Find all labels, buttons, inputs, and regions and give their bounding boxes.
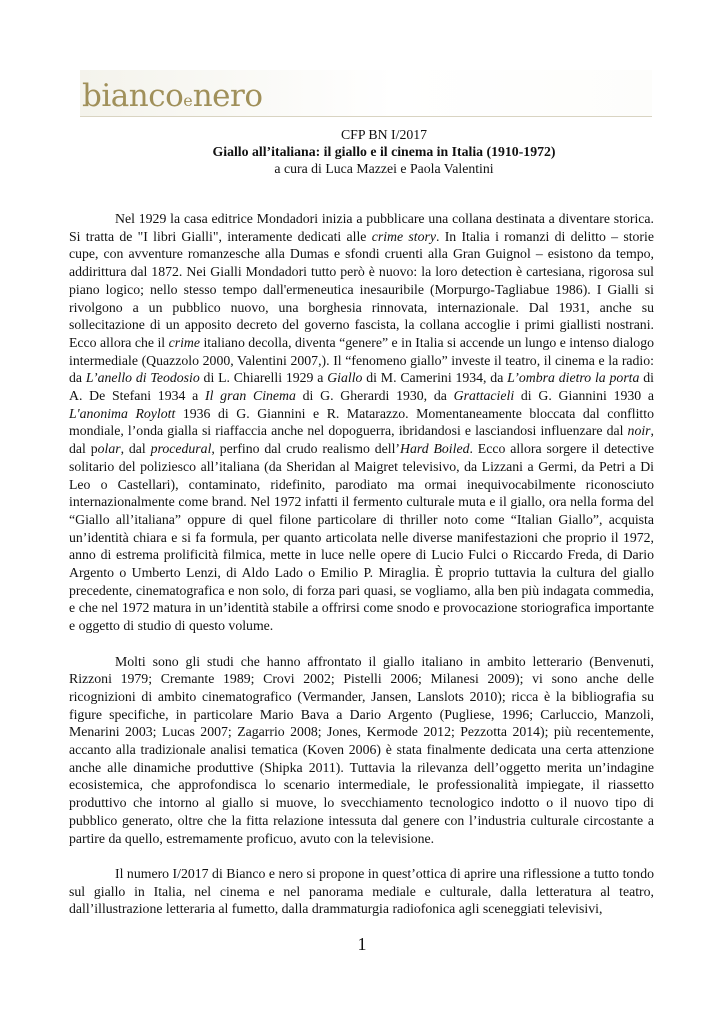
italic-text: Il gran Cinema — [205, 388, 296, 404]
body-paragraph — [69, 865, 654, 918]
body-text — [69, 210, 654, 936]
italic-text: Hard Boiled — [400, 441, 470, 457]
text-run: . In Italia i romanzi di delitto – storie cupe, con avventure romanzesche alla Dumas e sfondi cruenti alla Gran Guignol – esistono da tempo, addirittura dal 1872. Nei Gialli Mondadori tutto però è nuovo: la loro detection è cartesiana, rigorosa sul piano logico; nello stesso tempo dall'ermeneutica inesauribile (Morpurgo-Tagliabue 1986). I Gialli si rivolgono a un pubblico nuovo, una borghesia rinnovata, internazionale. Dal 1931, anche su sollecitazione di un apposito decreto del governo fascista, la collana accoglie i primi giallisti nostrani. Ecco allora che il — [69, 228, 654, 350]
italic-text: crime — [168, 334, 201, 350]
text-run: Il numero I/2017 di Bianco e nero si propone in quest’ottica di aprire una riflessione a tutto tondo sul giallo in Italia, nel cinema e nel panorama mediale e culturale, dalla letteratura al teatro, dall’illustrazione letteraria al fumetto, dalla drammaturgia radiofonica agli sceneggiati televisivi, — [69, 865, 654, 917]
text-run: di A. De Stefani 1934 a — [69, 370, 654, 404]
italic-text: olar — [97, 441, 121, 457]
text-run: 1936 di G. Giannini e R. Matarazzo. Momentaneamente bloccata dal conflitto mondiale, l’onda gialla si riaffaccia anche nel dopoguerra, ibridandosi e lasciandosi influenzare dal — [69, 405, 654, 439]
italic-text: Grattacieli — [453, 388, 515, 404]
logo-word-e: e — [183, 91, 193, 110]
body-paragraph — [69, 653, 654, 848]
document-title: Giallo all’italiana: il giallo e il cinema in Italia (1910-1972) — [212, 144, 556, 159]
logo-word-bianco: bianco — [82, 78, 184, 114]
body-paragraph — [69, 210, 654, 635]
text-run: Molti sono gli studi che hanno affrontato il giallo italiano in ambito letterario (Benvenuti, Rizzoni 1979; Cremante 1989; Crovi 2002; Pistelli 2006; Milanesi 2009); vi sono anche delle ricognizioni di ambito cinematografico (Vermander, Jansen, Lanslots 2010); ricca è la bibliografia su figure specifiche, in particolare Mario Bava a Dario Argento (Pugliese, 1996; Carluccio, Manzoli, Menarini 2003; Lucas 2007; Zagarrio 2008; Jones, Kermode 2012; Pezzotta 2014); più recentemente, accanto alla tradizionale analisi tematica (Koven 2006) è stata finalmente dedicata una certa attenzione anche alle dinamiche produttive (Shipka 2011). Tuttavia la rilevanza dell’oggetto merita un’indagine ecosistemica, che approfondisca lo scenario intermediale, le professionalità impiegate, il riassetto produttivo che intorno al giallo si muove, lo svecchiamento tecnologico indotto o il nuovo tipo di pubblico generato, oltre che la fitta relazione intessuta dal genere con l’industria culturale circostante a partire da quello, estremamente proficuo, avuto con la televisione. — [69, 653, 654, 846]
italic-text: crime story — [371, 228, 436, 244]
logo-word-nero: nero — [192, 78, 263, 114]
text-run: di G. Gherardi 1930, da — [295, 388, 454, 404]
call-code: CFP BN I/2017 — [340, 127, 428, 142]
italic-text: Giallo — [327, 370, 363, 386]
text-run: , dal — [120, 441, 151, 457]
text-run: italiano decolla, diventa “genere” e in Italia si accende un lungo e intenso dialogo intermediale (Quazzolo 2000, Valentini 2007,). Il “fenomeno giallo” investe il teatro, il cinema e la radio: da — [69, 334, 654, 386]
document-header — [0, 126, 724, 177]
text-run: , perfino dal crudo realismo dell’ — [211, 441, 401, 457]
text-run: di L. Chiarelli 1929 a — [199, 370, 328, 386]
text-run: di G. Giannini 1930 a — [514, 388, 655, 404]
italic-text: L'anonima Roylott — [69, 405, 176, 421]
text-run: . Ecco allora sorgere il detective solitario del poliziesco all’italiana (da Sheridan al Maigret televisivo, da Lizzani a Germi, da Petri a Di Leo o Castellari), contaminato, ridefinito, parodiato ma ormai inequivocabilmente riconosciuto internazionalmente come brand. Nel 1972 infatti il fermento culturale muta e il giallo, ora nella forma del “Giallo all’italiana” oppure di quel filone particolare di thriller noto come “Italian Giallo”, acquista un’identità chiara e si fa formula, per quanto articolata nelle diverse manifestazioni che proprio il 1972, anno di estrema prolificità filmica, mette in luce nelle opere di Lucio Fulci o Riccardo Freda, di Dario Argento o Umberto Lenzi, di Aldo Lado o Emilio P. Miraglia. È proprio tuttavia la cultura del giallo precedente, cinematografica e non solo, di forza pari quasi, se vogliamo, alla ben più indagata commedia, e che nel 1972 matura in un’identità stabile a offrirsi come snodo e provocazione storiografica importante e oggetto di studio di questo volume. — [69, 441, 654, 634]
text-run: di M. Camerini 1934, da — [362, 370, 508, 386]
italic-text: noir — [627, 423, 651, 439]
editors-line: a cura di Luca Mazzei e Paola Valentini — [274, 161, 494, 176]
italic-text: L’ombra dietro la porta — [507, 370, 640, 386]
text-run: , dal p — [69, 423, 654, 457]
journal-logo — [82, 76, 263, 121]
italic-text: procedural — [150, 441, 212, 457]
italic-text: L’anello di Teodosio — [85, 370, 200, 386]
text-run: Nel 1929 la casa editrice Mondadori inizia a pubblicare una collana destinata a diventare storica. Si tratta de "I libri Gialli", interamente dedicati alle — [69, 211, 654, 244]
page-number: 1 — [357, 934, 367, 954]
